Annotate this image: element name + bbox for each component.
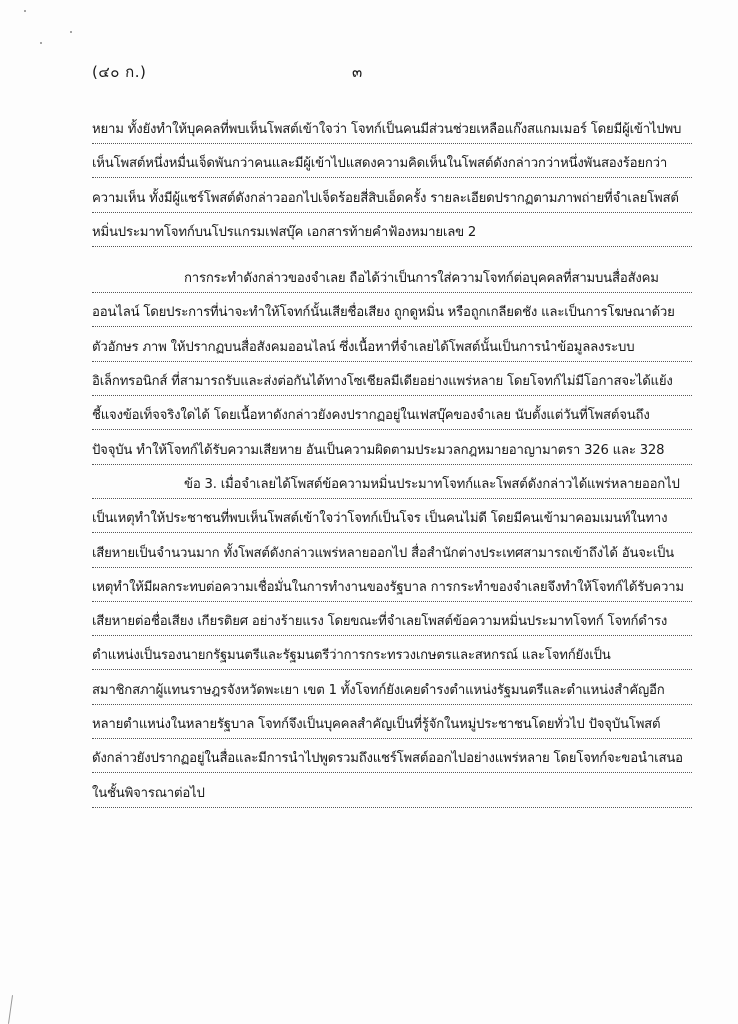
text-line: ตำแหน่งเป็นรองนายกรัฐมนตรีและรัฐมนตรีว่าการกระทรวงเกษตรและสหกรณ์ และโจทก์ยังเป็น — [92, 644, 692, 678]
document-body — [92, 118, 692, 816]
text-line: เห็นโพสต์หนึ่งหมื่นเจ็ดพันกว่าคนและมีผู้เข้าไปแสดงความคิดเห็นในโพสต์ดังกล่าวกว่าหนึ่งพันสองร้อยกว่า — [92, 152, 692, 186]
document-reference: (๔๐ ก.) — [92, 63, 147, 81]
text-line: เสียหายต่อชื่อเสียง เกียรติยศ อย่างร้ายแรง โดยขณะที่จำเลยโพสต์ข้อความหมิ่นประมาทโจทก์ โจทก์ดำรง — [92, 610, 692, 644]
text-line: ความเห็น ทั้งมีผู้แชร์โพสต์ดังกล่าวออกไปเจ็ดร้อยสี่สิบเอ็ดครั้ง รายละเอียดปรากฏตามภาพถ่ายที่จำเลยโพสต์ — [92, 187, 692, 221]
text-line: ตัวอักษร ภาพ ให้ปรากฏบนสื่อสังคมออนไลน์ ซึ่งเนื้อหาที่จำเลยได้โพสต์นั้นเป็นการนำข้อมูลลงระบบ — [92, 336, 692, 370]
scan-speck — [40, 42, 42, 44]
scan-speck — [70, 31, 72, 33]
text-line: อิเล็กทรอนิกส์ ที่สามารถรับและส่งต่อกันได้ทางโซเชียลมีเดียอย่างแพร่หลาย โดยโจทก์ไม่มีโอกาสจะได้แย้ง — [92, 370, 692, 404]
text-line: เป็นเหตุทำให้ประชาชนที่พบเห็นโพสต์เข้าใจว่าโจทก์เป็นโจร เป็นคนไม่ดี โดยมีคนเข้ามาคอมเมนท์ในทาง — [92, 507, 692, 541]
text-line: ออนไลน์ โดยประการที่น่าจะทำให้โจทก์นั้นเสียชื่อเสียง ถูกดูหมิ่น หรือถูกเกลียดชัง และเป็นการโฆษณาด้วย — [92, 301, 692, 335]
text-line: หยาม ทั้งยังทำให้บุคคลที่พบเห็นโพสต์เข้าใจว่า โจทก์เป็นคนมีส่วนช่วยเหลือแก๊งสแกมเมอร์ โดยมีผู้เข้าไปพบ — [92, 118, 692, 152]
text-line: ชี้แจงข้อเท็จจริงใดได้ โดยเนื้อหาดังกล่าวยังคงปรากฏอยู่ในเฟสบุ๊คของจำเลย นับตั้งแต่วันที่โพสต์จนถึง — [92, 404, 692, 438]
scan-margin-mark — [8, 995, 13, 1024]
text-line: หมิ่นประมาทโจทก์บนโปรแกรมเฟสบุ๊ค เอกสารท้ายคำฟ้องหมายเลข 2 — [92, 221, 692, 255]
text-line: ในชั้นพิจารณาต่อไป — [92, 782, 692, 816]
text-line: หลายตำแหน่งในหลายรัฐบาล โจทก์จึงเป็นบุคคลสำคัญเป็นที่รู้จักในหมู่ประชาชนโดยทั่วไป ปัจจุบันโพสต์ — [92, 713, 692, 747]
text-line: ดังกล่าวยังปรากฏอยู่ในสื่อและมีการนำไปพูดรวมถึงแชร์โพสต์ออกไปอย่างแพร่หลาย โดยโจทก์จะขอนำเสนอ — [92, 747, 692, 781]
page-number: ๓ — [352, 63, 363, 81]
text-line: ปัจจุบัน ทำให้โจทก์ได้รับความเสียหาย อันเป็นความผิดตามประมวลกฎหมายอาญามาตรา 326 และ 328 — [92, 439, 692, 473]
text-line: สมาชิกสภาผู้แทนราษฎรจังหวัดพะเยา เขต 1 ทั้งโจทก์ยังเคยดำรงตำแหน่งรัฐมนตรีและตำแหน่งสำคัญอีก — [92, 679, 692, 713]
scan-speck — [24, 10, 26, 12]
text-line: เหตุทำให้มีผลกระทบต่อความเชื่อมั่นในการทำงานของรัฐบาล การกระทำของจำเลยจึงทำให้โจทก์ได้รับความ — [92, 576, 692, 610]
text-line: เสียหายเป็นจำนวนมาก ทั้งโพสต์ดังกล่าวแพร่หลายออกไป สื่อสำนักต่างประเทศสามารถเข้าถึงได้ อันจะเป็น — [92, 542, 692, 576]
text-line: การกระทำดังกล่าวของจำเลย ถือได้ว่าเป็นการใส่ความโจทก์ต่อบุคคลที่สามบนสื่อสังคม — [92, 267, 692, 301]
text-line: ข้อ 3. เมื่อจำเลยได้โพสต์ข้อความหมิ่นประมาทโจทก์และโพสต์ดังกล่าวได้แพร่หลายออกไป — [92, 473, 692, 507]
